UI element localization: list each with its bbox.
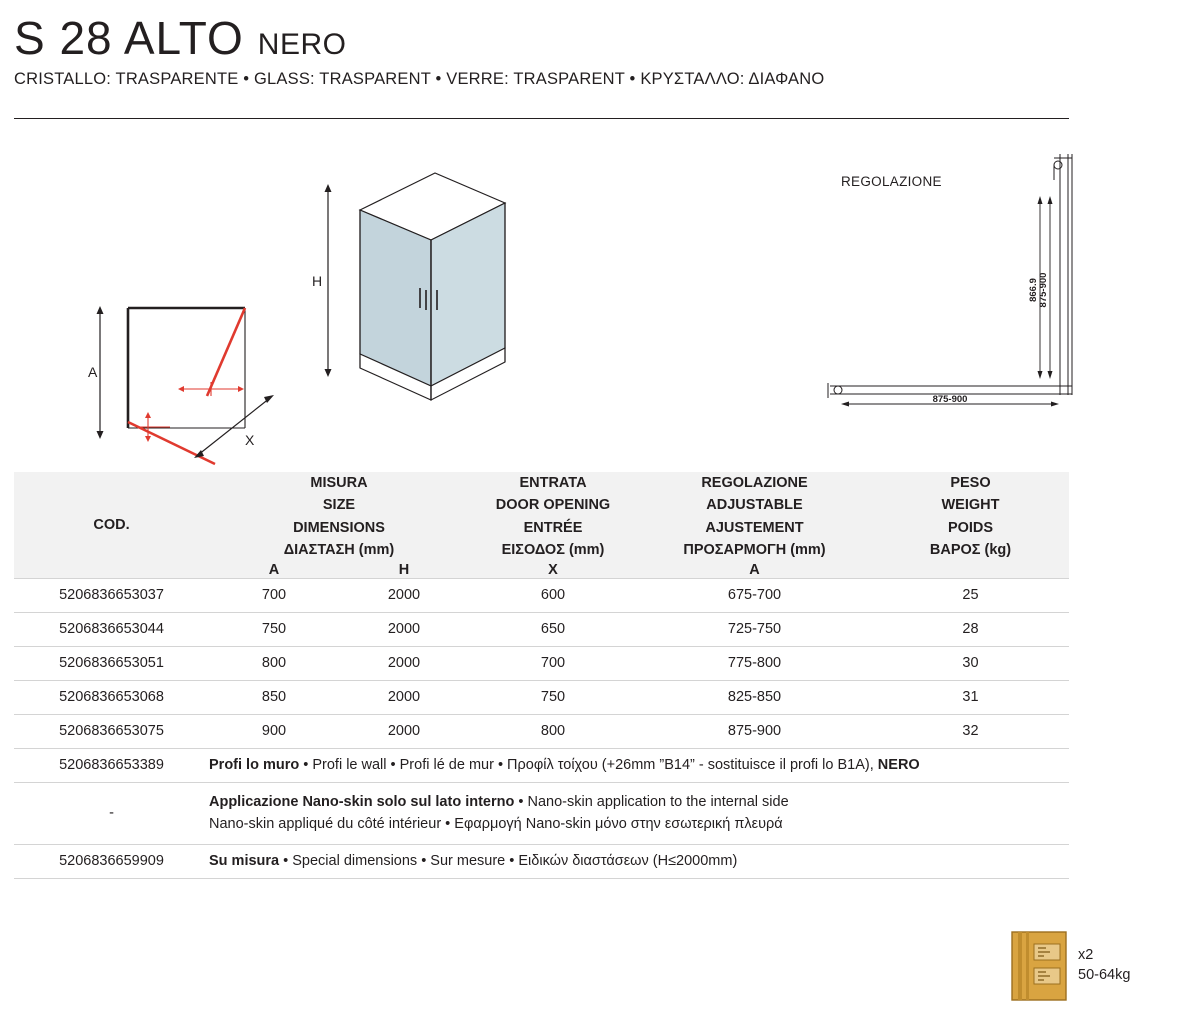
header-entrata-l4: ΕΙΣΟΔΟΣ (mm): [501, 542, 605, 559]
header-peso: [872, 472, 1069, 562]
table-note-row: [14, 844, 1069, 878]
table-row: [14, 578, 1069, 612]
row-reg: 725-750: [637, 612, 872, 646]
subheader-a: A: [209, 562, 339, 579]
header-peso-l2: WEIGHT: [941, 497, 1000, 514]
packaging-text: [1078, 946, 1130, 985]
row-reg: 875-900: [637, 714, 872, 748]
row-x: 800: [469, 714, 637, 748]
row-reg: 775-800: [637, 646, 872, 680]
header-peso-l4: ΒΑΡΟΣ (kg): [929, 542, 1012, 559]
note-text: [209, 844, 1069, 878]
table-bottom-divider: [14, 878, 1069, 879]
regolazione-label: REGOLAZIONE: [841, 174, 942, 189]
header-regolazione: [637, 472, 872, 562]
page-title-variant: NERO: [257, 28, 347, 61]
row-a: 900: [209, 714, 339, 748]
specification-table: [14, 472, 1069, 879]
row-h: 2000: [339, 680, 469, 714]
header-misura: [209, 472, 469, 562]
row-peso: 32: [872, 714, 1069, 748]
header-entrata-l1: ENTRATA: [519, 475, 587, 491]
table-header-row: [14, 472, 1069, 562]
row-code: 5206836653044: [14, 612, 209, 646]
plan-label-a: A: [88, 364, 98, 380]
plan-label-x: X: [245, 432, 255, 448]
header-peso-l1: PESO: [950, 475, 991, 491]
adjust-horizontal-label: 875-900: [932, 394, 968, 405]
row-x: 750: [469, 680, 637, 714]
row-h: 2000: [339, 714, 469, 748]
row-code: 5206836653051: [14, 646, 209, 680]
note-line-1-bold: Applicazione Nano-skin solo sul lato interno: [209, 793, 515, 810]
row-peso: 31: [872, 680, 1069, 714]
row-x: 700: [469, 646, 637, 680]
adjust-vertical-top-label: 875-900: [1038, 272, 1049, 308]
note-text-plain-1: • Profi le wall • Profi lé de mur • Προφίλ τοίχου (+26mm ”B14” - sostituisce il profi lo B1A),: [299, 757, 878, 774]
packaging-info: [1010, 930, 1130, 1002]
note-line-1-plain: • Nano-skin application to the internal side: [514, 793, 789, 810]
subheader-peso: [872, 562, 1069, 579]
table-note-row: [14, 748, 1069, 782]
note-code: 5206836659909: [14, 844, 209, 878]
isometric-view-drawing: [300, 158, 560, 438]
header-entrata: [469, 472, 637, 562]
table-row: [14, 612, 1069, 646]
subheader-reg: A: [637, 562, 872, 579]
title-row: [14, 14, 1074, 62]
header-regolazione-l1: REGOLAZIONE: [701, 475, 808, 491]
table-row: [14, 680, 1069, 714]
note-line-1: [209, 791, 1069, 813]
header-cod: COD.: [93, 516, 130, 533]
row-reg: 825-850: [637, 680, 872, 714]
row-peso: 30: [872, 646, 1069, 680]
row-h: 2000: [339, 578, 469, 612]
row-a: 700: [209, 578, 339, 612]
header-divider: [14, 118, 1069, 119]
note-line-2: Nano-skin appliqué du côté intérieur • Εφαρμογή Nano-skin μόνο στην εσωτερική πλευρά: [209, 816, 783, 833]
adjust-vertical-bottom-label: 866.9: [1028, 278, 1039, 302]
note-code: 5206836653389: [14, 748, 209, 782]
elevation-label-h: H: [312, 273, 323, 289]
row-code: 5206836653037: [14, 578, 209, 612]
subheader-x: X: [469, 562, 637, 579]
carton-box-icon: [1010, 930, 1068, 1002]
row-peso: 25: [872, 578, 1069, 612]
subheader-h: H: [339, 562, 469, 579]
page-title: S 28 ALTO: [14, 12, 244, 64]
header-peso-l3: POIDS: [947, 519, 994, 536]
header-regolazione-l3: AJUSTEMENT: [705, 519, 804, 536]
header-misura-l4: ΔΙΑΣΤΑΣΗ (mm): [283, 542, 395, 559]
row-a: 850: [209, 680, 339, 714]
note-text-plain-1: • Special dimensions • Sur mesure • Ειδικών διαστάσεων (H≤2000mm): [279, 853, 738, 870]
technical-drawings: [0, 130, 1183, 460]
header-misura-l2: SIZE: [322, 497, 356, 514]
note-text-bold-2: NERO: [877, 757, 920, 774]
table-row: [14, 646, 1069, 680]
row-h: 2000: [339, 612, 469, 646]
page-header: [14, 14, 1074, 89]
row-code: 5206836653075: [14, 714, 209, 748]
note-text-bold-1: Profi lo muro: [209, 757, 300, 774]
glass-type-subtitle: CRISTALLO: TRASPARENTE • GLASS: TRASPARENT • VERRE: TRASPARENT • ΚΡΥΣΤΑΛΛΟ: ΔΙΑΦΑΝΟ: [14, 70, 825, 89]
packaging-quantity: x2: [1078, 947, 1094, 964]
header-misura-l3: DIMENSIONS: [293, 519, 385, 536]
header-entrata-l3: ENTRÉE: [523, 519, 583, 536]
row-a: 750: [209, 612, 339, 646]
table-row: [14, 714, 1069, 748]
header-regolazione-l2: ADJUSTABLE: [706, 497, 803, 514]
row-peso: 28: [872, 612, 1069, 646]
header-misura-l1: MISURA: [310, 475, 368, 491]
note-text: [209, 782, 1069, 844]
table-note-row: [14, 782, 1069, 844]
row-x: 650: [469, 612, 637, 646]
header-entrata-l2: DOOR OPENING: [495, 497, 611, 514]
row-reg: 675-700: [637, 578, 872, 612]
row-h: 2000: [339, 646, 469, 680]
note-code: -: [14, 782, 209, 844]
adjustment-drawing: [810, 140, 1110, 430]
row-x: 600: [469, 578, 637, 612]
packaging-weight: 50-64kg: [1078, 967, 1131, 983]
note-text: [209, 748, 1069, 782]
row-a: 800: [209, 646, 339, 680]
row-code: 5206836653068: [14, 680, 209, 714]
note-text-bold-1: Su misura: [209, 853, 280, 870]
header-regolazione-l4: ΠΡΟΣΑΡΜΟΓΗ (mm): [683, 542, 826, 559]
